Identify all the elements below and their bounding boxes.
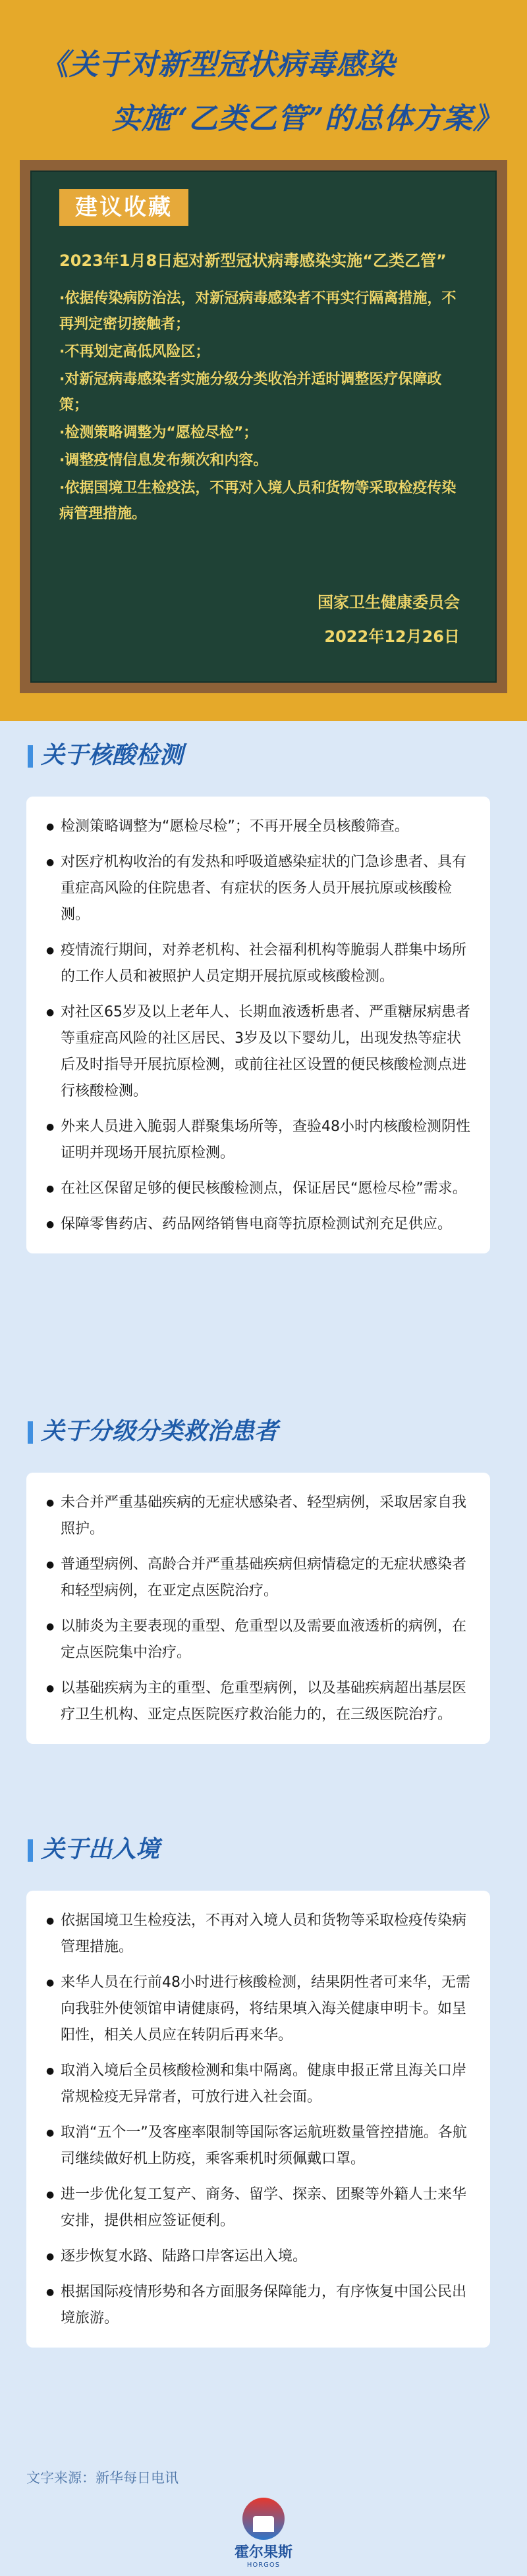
list-item: ● 外来人员进入脆弱人群聚集场所等，查验48小时内核酸检测阴性证明并现场开展抗原检测。 (46, 1114, 470, 1167)
section-title-treatment: 关于分级分类救治患者 (28, 1419, 278, 1445)
list-item: ● 检测策略调整为“愿检尽检”；不再开展全员核酸筛查。 (46, 814, 470, 840)
page-title-line2: 实施“乙类乙管”的总体方案》 (112, 102, 503, 136)
list-item: ● 以肺炎为主要表现的重型、危重型以及需要血液透析的病例，在定点医院集中治疗。 (46, 1614, 470, 1666)
board-content (59, 248, 469, 529)
board-item: ·依据传染病防治法，对新冠病毒感染者不再实行隔离措施，不再判定密切接触者； (59, 290, 457, 332)
list-item: ● 取消入境后全员核酸检测和集中隔离。健康申报正常且海关口岸常规检疫无异常者，可放行进入社会面。 (46, 2058, 470, 2111)
list-item: ● 在社区保留足够的便民核酸检测点，保证居民“愿检尽检”需求。 (46, 1176, 470, 1202)
board-item: ·依据国境卫生检疫法，不再对入境人员和货物等采取检疫传染病管理措施。 (59, 480, 457, 522)
list-item: ● 普通型病例、高龄合并严重基础疾病但病情稳定的无症状感染者和轻型病例，在亚定点医院治疗。 (46, 1552, 470, 1604)
source-credit: 文字来源：新华每日电讯 (26, 2470, 179, 2486)
list-item: ● 进一步优化复工复产、商务、留学、探亲、团聚等外籍人士来华安排，提供相应签证便利。 (46, 2182, 470, 2234)
list-item: ● 取消“五个一”及客座率限制等国际客运航班数量管控措施。各航司继续做好机上防疫，乘客乘机时须佩戴口罩。 (46, 2120, 470, 2172)
board-headline: 2023年1月8日起对新型冠状病毒感染实施“乙类乙管” (59, 251, 447, 270)
header-banner (0, 0, 527, 721)
board-signature (318, 585, 460, 654)
list-item: ● 对社区65岁及以上老年人、长期血液透析患者、严重糖尿病患者等重症高风险的社区居民、3岁及以下婴幼儿，出现发热等症状后及时指导开展抗原检测，或前往社区设置的便民核酸检测点进行核酸检测。 (46, 999, 470, 1105)
list-item: ● 逐步恢复水路、陆路口岸客运出入境。 (46, 2244, 470, 2270)
issuer: 国家卫生健康委员会 (318, 593, 460, 612)
board-item: ·不再划定高低风险区； (59, 344, 210, 360)
list-item: ● 疫情流行期间，对养老机构、社会福利机构等脆弱人群集中场所的工作人员和被照护人员定期开展抗原或核酸检测。 (46, 937, 470, 990)
page-title (20, 38, 507, 146)
list-item: ● 未合并严重基础疾病的无症状感染者、轻型病例，采取居家自我照护。 (46, 1490, 470, 1542)
section-card-treatment (26, 1473, 490, 1744)
horgos-logo (231, 2498, 296, 2569)
page-title-line1: 《关于对新型冠状病毒感染 (40, 48, 395, 82)
section-card-border-entry (26, 1891, 490, 2348)
issue-date: 2022年12月26日 (324, 627, 460, 646)
bookmark-tag: 建议收藏 (59, 189, 188, 226)
list-item: ● 根据国际疫情形势和各方面服务保障能力，有序恢复中国公民出境旅游。 (46, 2279, 470, 2332)
section-card-nucleic-test (26, 797, 490, 1253)
section-title-nucleic-test: 关于核酸检测 (28, 743, 183, 769)
board-item: ·调整疫情信息发布频次和内容。 (59, 452, 268, 469)
section-title-border-entry: 关于出入境 (28, 1837, 159, 1863)
board-item: ·对新冠病毒感染者实施分级分类收治并适时调整医疗保障政策； (59, 371, 442, 413)
board-item: ·检测策略调整为“愿检尽检”； (59, 425, 258, 441)
list-item: ● 来华人员在行前48小时进行核酸检测，结果阴性者可来华，无需向我驻外使领馆申请健康码，将结果填入海关健康申明卡。如呈阳性，相关人员应在转阴后再来华。 (46, 1970, 470, 2049)
list-item: ● 以基础疾病为主的重型、危重型病例，以及基础疾病超出基层医疗卫生机构、亚定点医院医疗救治能力的，在三级医院治疗。 (46, 1675, 470, 1728)
list-item: ● 依据国境卫生检疫法，不再对入境人员和货物等采取检疫传染病管理措施。 (46, 1908, 470, 1960)
logo-emblem-icon (242, 2498, 285, 2540)
list-item: ● 保障零售药店、药品网络销售电商等抗原检测试剂充足供应。 (46, 1211, 470, 1238)
list-item: ● 对医疗机构收治的有发热和呼吸道感染症状的门急诊患者、具有重症高风险的住院患者、有症状的医务人员开展抗原或核酸检测。 (46, 849, 470, 928)
logo-name: 霍尔果斯 (234, 2544, 292, 2561)
chalkboard (20, 160, 507, 693)
chalkboard-surface (30, 171, 497, 683)
logo-english-name: HORGOS (246, 2562, 281, 2569)
